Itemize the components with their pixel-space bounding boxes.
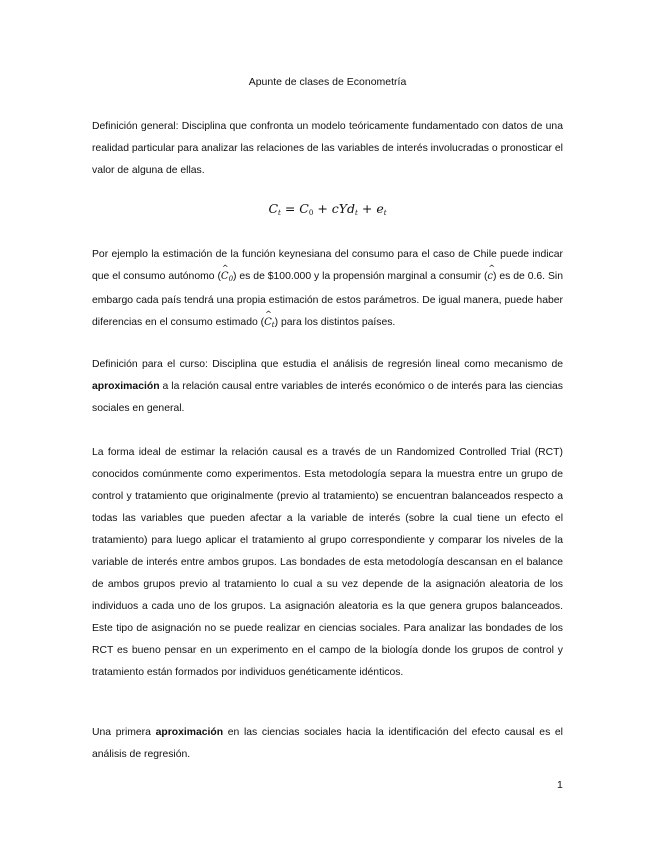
estimated-consumption-symbol: ^ $C_t$ (264, 312, 274, 336)
paragraph-general-definition: Definición general: Disciplina que confronta un modelo teóricamente fundamentado con datos de una realidad particular para analizar las relaciones de las variables de interés involucradas o pronosticar el valor de alguna de ellas. (92, 121, 563, 176)
equation-lhs: $C_t$ (268, 201, 281, 217)
consumption-equation: $C_t = C_0 + cYd_t + e_t$ (268, 201, 387, 217)
equation-term-autonomous: $C_0$ (299, 201, 314, 217)
autonomous-consumption-symbol: ^ $C_0$ (221, 266, 233, 290)
equation-term-error: $e_t$ (376, 201, 387, 217)
paragraph-rct: La forma ideal de estimar la relación causal es a través de un Randomized Controlled Trial (RCT) conocidos comúnmente como experimentos. Esta metodología separa la muestra entre un grupo de control y tratamiento que originalmente (previo al tratamiento) se encuentran balanceados respecto a todas las variables que pueden afectar a la variable de interés (sobre la cual tiene un efecto el tratamiento) para luego aplicar el tratamiento al grupo correspondiente y comparar los niveles de la variable de interés entre ambos grupos. Las bondades de esta metodología descansan en el balance de ambos grupos previo al tratamiento lo cual a su vez depende de la asignación aleatoria de los individuos a cada uno de los grupos. La asignación aleatoria es la que genera grupos balanceados. Este tipo de asignación no se puede realizar en ciencias sociales. Para analizar las bondades de los RCT es bueno pensar en un experimento en el campo de la biología donde los grupos de control y tratamiento están formados por individuos genéticamente idénticos. (92, 447, 563, 678)
paragraph-example: Por ejemplo la estimación de la función keynesiana del consumo para el caso de Chile puede indicar que el consumo autónomo (^ $C_0$) es de $100.000 y la propensión marginal a consumir (^ c) es de 0.6. Sin embargo cada país tendrá una propia estimación de estos parámetros. De igual manera, puede haber diferencias en el consumo estimado (^ $C_t$) para los distintos países. (92, 244, 563, 336)
equation-term-income: cYd$_t$ (331, 201, 358, 217)
document-title: Apunte de clases de Econometría (248, 76, 407, 88)
page-number: 1 (557, 779, 563, 791)
marginal-propensity-symbol: ^ c (487, 266, 493, 288)
bold-aproximacion-2: aproximación (155, 727, 224, 738)
paragraph-regression: Una primera aproximación en las ciencias sociales hacia la identificación del efecto causal es el análisis de regresión. (92, 727, 563, 760)
bold-aproximacion: aproximación (92, 381, 160, 392)
paragraph-course-definition: Definición para el curso: Disciplina que estudia el análisis de regresión lineal como mecanismo de aproximación a la relación causal entre variables de interés económico o de interés para las ciencias sociales en general. (92, 359, 563, 414)
